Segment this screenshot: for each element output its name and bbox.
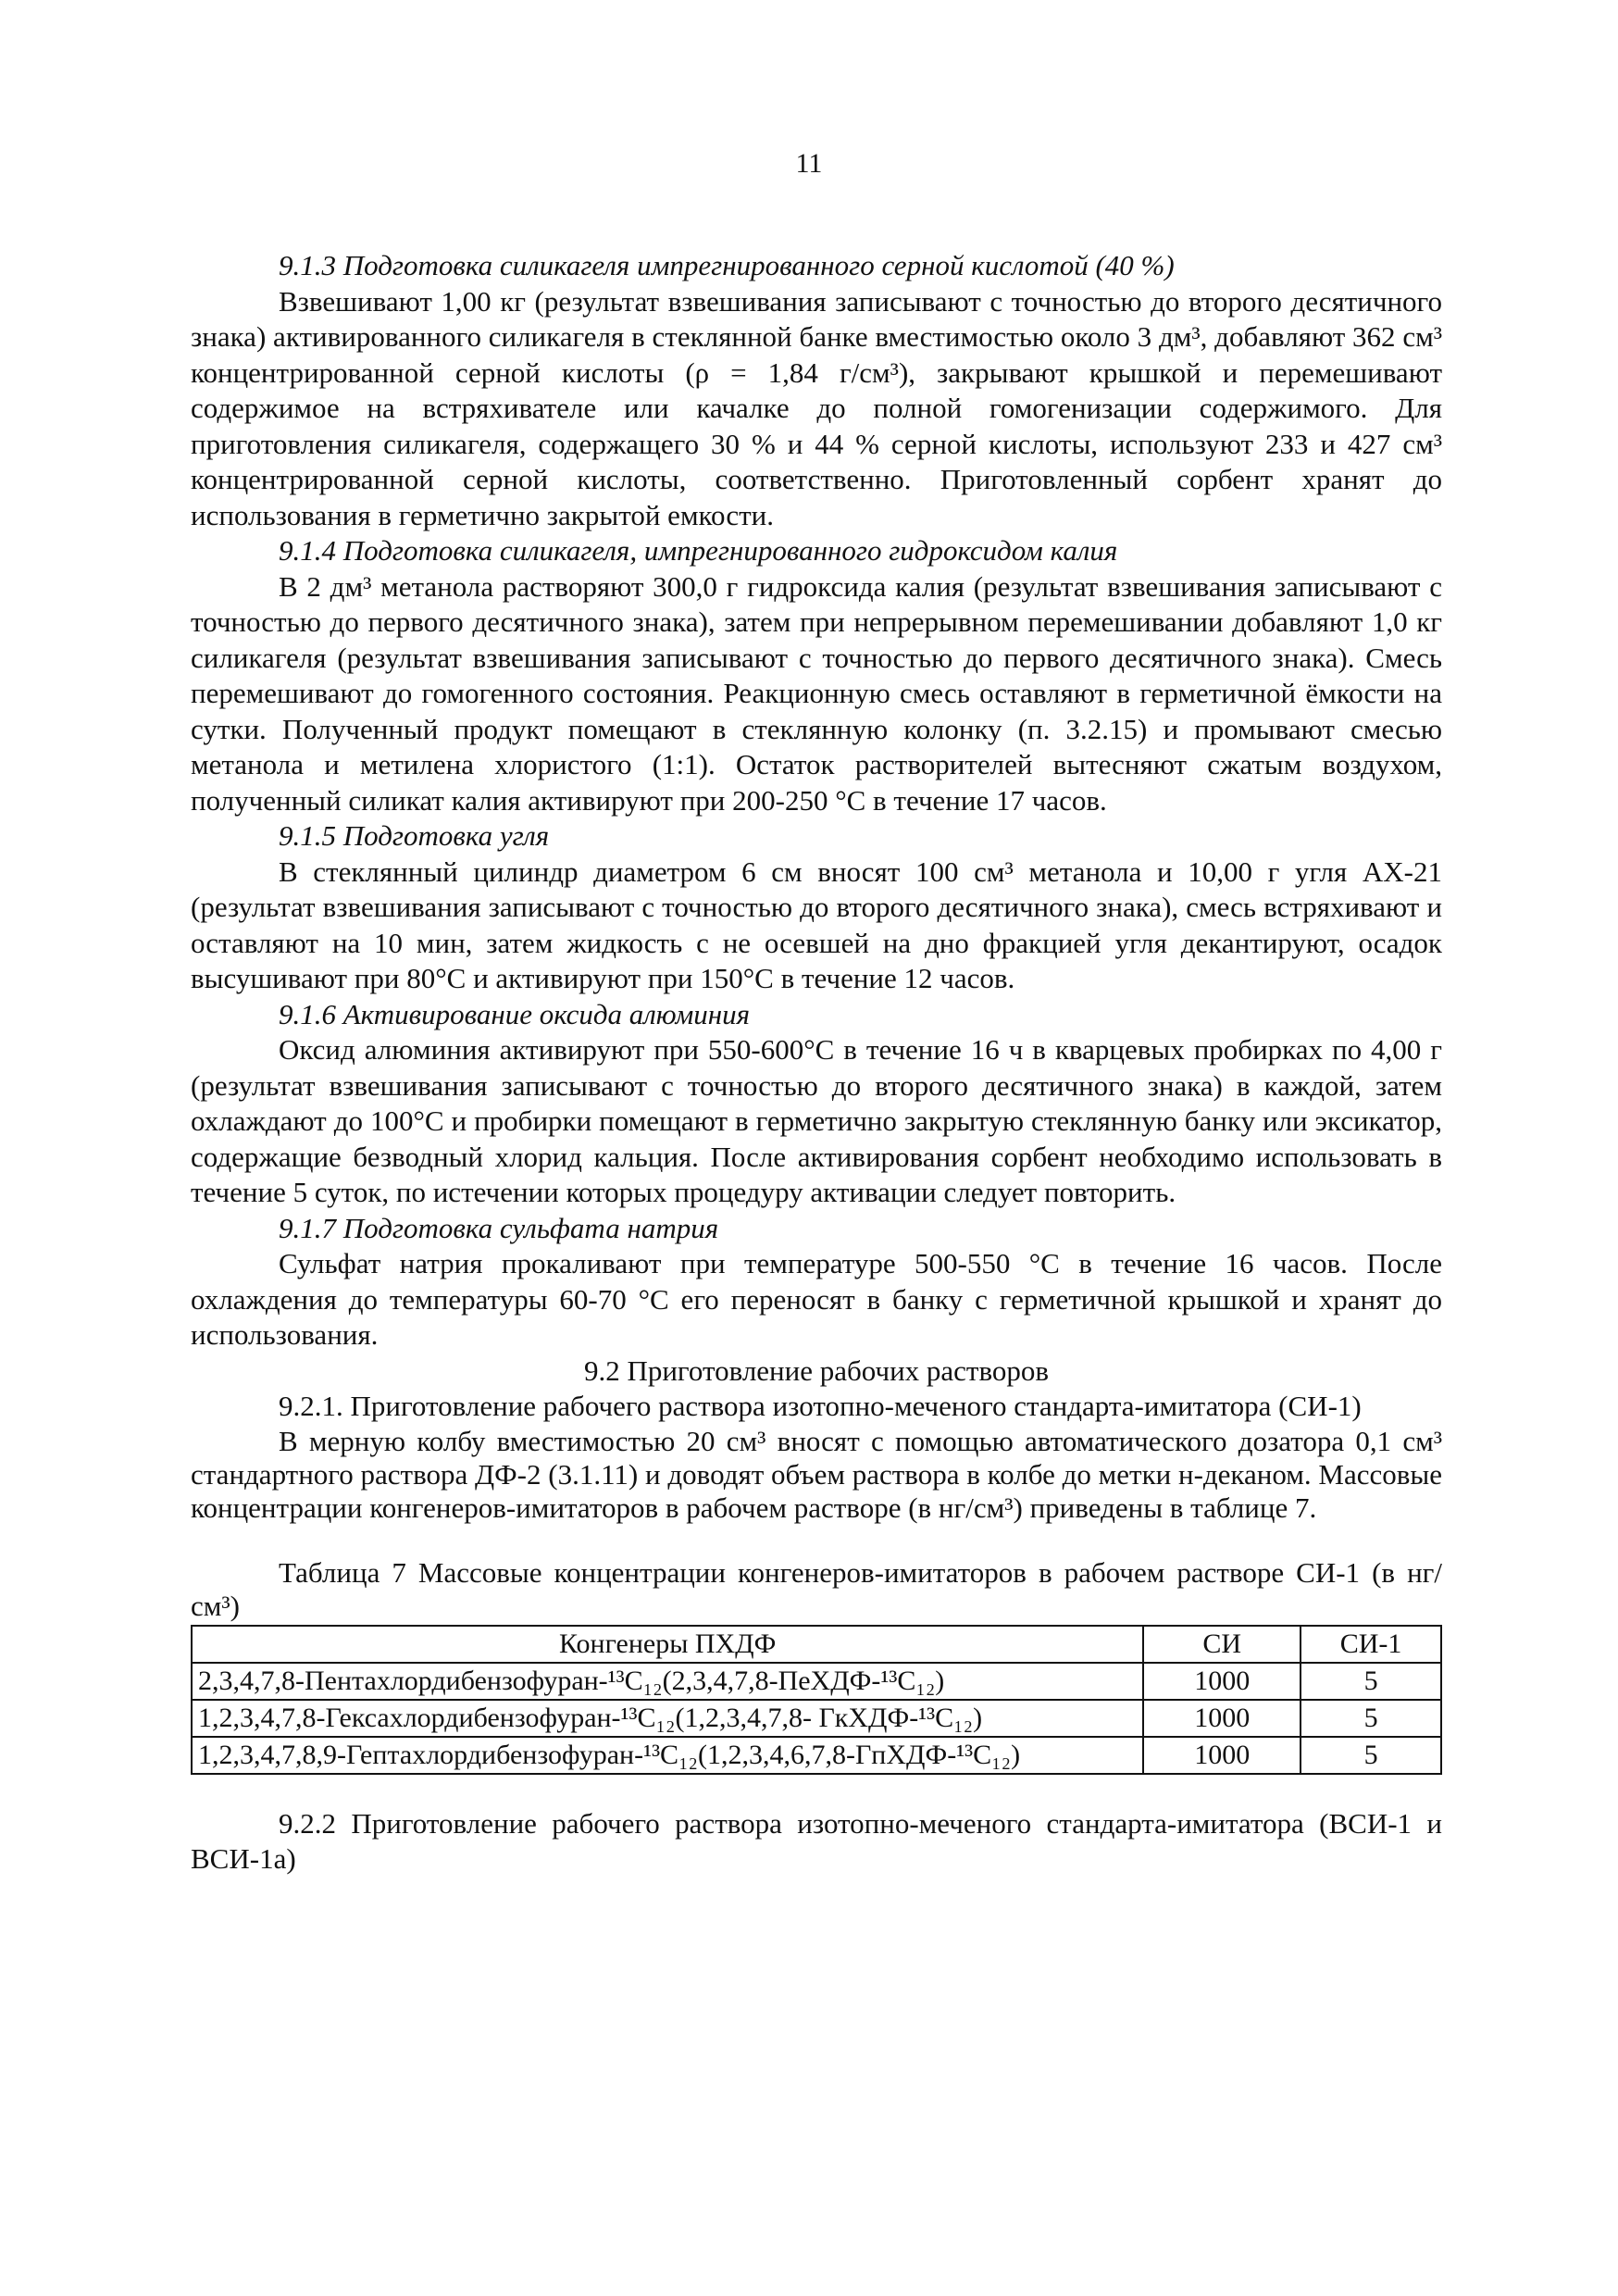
section-text-9-1-4: В 2 дм³ метанола растворяют 300,0 г гидроксида калия (результат взвешивания записывают с точностью до первого десятичного знака), затем при непрерывном перемешивании добавляют 1,0 кг силикагеля (результат взвешивания записывают с точностью до первого десятичного знака). Смесь перемешивают до гомогенного состояния. Реакционную смесь оставляют в герметичной ёмкости на сутки. Полученный продукт помещают в стеклянную колонку (п. 3.2.15) и промывают смесью метанола и метилена хлористого (1:1). Остаток растворителей вытесняют сжатым воздухом, полученный силикат калия активируют при 200-250 °С в течение 17 часов. [191, 569, 1442, 817]
page-content [191, 248, 1442, 1878]
section-heading-9-1-4: 9.1.4 Подготовка силикагеля, импрегнированного гидроксидом калия [279, 534, 1118, 567]
table-cell-congener: 2,3,4,7,8-Пентахлордибензофуран-¹³C₁₂(2,3,4,7,8-ПеХДФ-¹³C₁₂) [192, 1663, 1143, 1700]
section-heading-9-1-7: 9.1.7 Подготовка сульфата натрия [279, 1211, 719, 1244]
table-cell-si-1: 5 [1301, 1700, 1441, 1737]
table-header-congeners: Конгенеры ПХДФ [192, 1626, 1143, 1663]
table-header-si-1: СИ-1 [1301, 1626, 1441, 1663]
page-number: 11 [795, 148, 823, 179]
table-cell-si: 1000 [1143, 1737, 1301, 1774]
table-cell-si: 1000 [1143, 1700, 1301, 1737]
table-7 [191, 1625, 1442, 1775]
spacer [191, 1775, 1442, 1806]
section-text-9-1-3: Взвешивают 1,00 кг (результат взвешивания записывают с точностью до второго десятичного знака) активированного силикагеля в стеклянной банке вместимостью около 3 дм³, добавляют 362 см³ концентрированной серной кислоты (ρ = 1,84 г/см³), закрывают крышкой и перемешивают содержимое на встряхивателе или качалке до полной гомогенизации содержимого. Для приготовления силикагеля, содержащего 30 % и 44 % серной кислоты, используют 233 и 427 см³ концентрированной серной кислоты, соответственно. Приготовленный сорбент хранят до использования в герметично закрытой емкости. [191, 284, 1442, 531]
table-cell-si-1: 5 [1301, 1737, 1441, 1774]
section-text-9-1-6: Оксид алюминия активируют при 550-600°С в течение 16 ч в кварцевых пробирках по 4,00 г (результат взвешивания записывают с точностью до второго десятичного знака) в каждой, затем охлаждают до 100°С и пробирки помещают в герметично закрытую стеклянную банку или эксикатор, содержащие безводный хлорид кальция. После активирования сорбент необходимо использовать в течение 5 суток, по истечении которых процедуру активации следует повторить. [191, 1033, 1442, 1208]
section-text-9-1-7: Сульфат натрия прокаливают при температуре 500-550 °С в течение 16 часов. После охлаждения до температуры 60-70 °С его переносят в банку с герметичной крышкой и хранят до использования. [191, 1247, 1442, 1351]
table-cell-si: 1000 [1143, 1663, 1301, 1700]
table-row [192, 1663, 1441, 1700]
table-header-row [192, 1626, 1441, 1663]
section-text-9-1-5: В стеклянный цилиндр диаметром 6 см вносят 100 см³ метанола и 10,00 г угля АХ-21 (результат взвешивания записывают с точностью до второго десятичного знака), смесь встряхивают и оставляют на 10 мин, затем жидкость с не осевшей на дно фракцией угля декантируют, осадок высушивают при 80°С и активируют при 150°С в течение 12 часов. [191, 855, 1442, 994]
table-cell-si-1: 5 [1301, 1663, 1441, 1700]
section-heading-9-1-5: 9.1.5 Подготовка угля [279, 819, 550, 852]
table-row [192, 1700, 1441, 1737]
table-cell-congener: 1,2,3,4,7,8,9-Гептахлордибензофуран-¹³C₁₂(1,2,3,4,6,7,8-ГпХДФ-¹³C₁₂) [192, 1737, 1143, 1774]
table-7-caption: Таблица 7 Массовые концентрации конгенеров-имитаторов в рабочем растворе СИ-1 (в нг/см³) [191, 1555, 1442, 1622]
section-heading-9-1-6: 9.1.6 Активирование оксида алюминия [279, 997, 751, 1030]
spacer [191, 1525, 1442, 1556]
section-heading-9-2-1: 9.2.1. Приготовление рабочего раствора изотопно-меченого стандарта-имитатора (СИ-1) [279, 1390, 1362, 1422]
table-header-si: СИ [1143, 1626, 1301, 1663]
section-heading-9-2: 9.2 Приготовление рабочих растворов [583, 1354, 1050, 1387]
section-heading-9-1-3: 9.1.3 Подготовка силикагеля импрегнированного серной кислотой (40 %) [279, 249, 1175, 281]
section-text-9-2-1: В мерную колбу вместимостью 20 см³ вносят с помощью автоматического дозатора 0,1 см³ стандартного раствора ДФ-2 (3.1.11) и доводят объем раствора в колбе до метки н-деканом. Массовые концентрации конгенеров-имитаторов в рабочем растворе (в нг/см³) приведены в таблице 7. [191, 1424, 1442, 1524]
table-cell-congener: 1,2,3,4,7,8-Гексахлордибензофуран-¹³C₁₂(1,2,3,4,7,8- ГкХДФ-¹³C₁₂) [192, 1700, 1143, 1737]
section-heading-9-2-2: 9.2.2 Приготовление рабочего раствора изотопно-меченого стандарта-имитатора (ВСИ-1 и ВСИ-1а) [191, 1806, 1442, 1875]
table-row [192, 1737, 1441, 1774]
